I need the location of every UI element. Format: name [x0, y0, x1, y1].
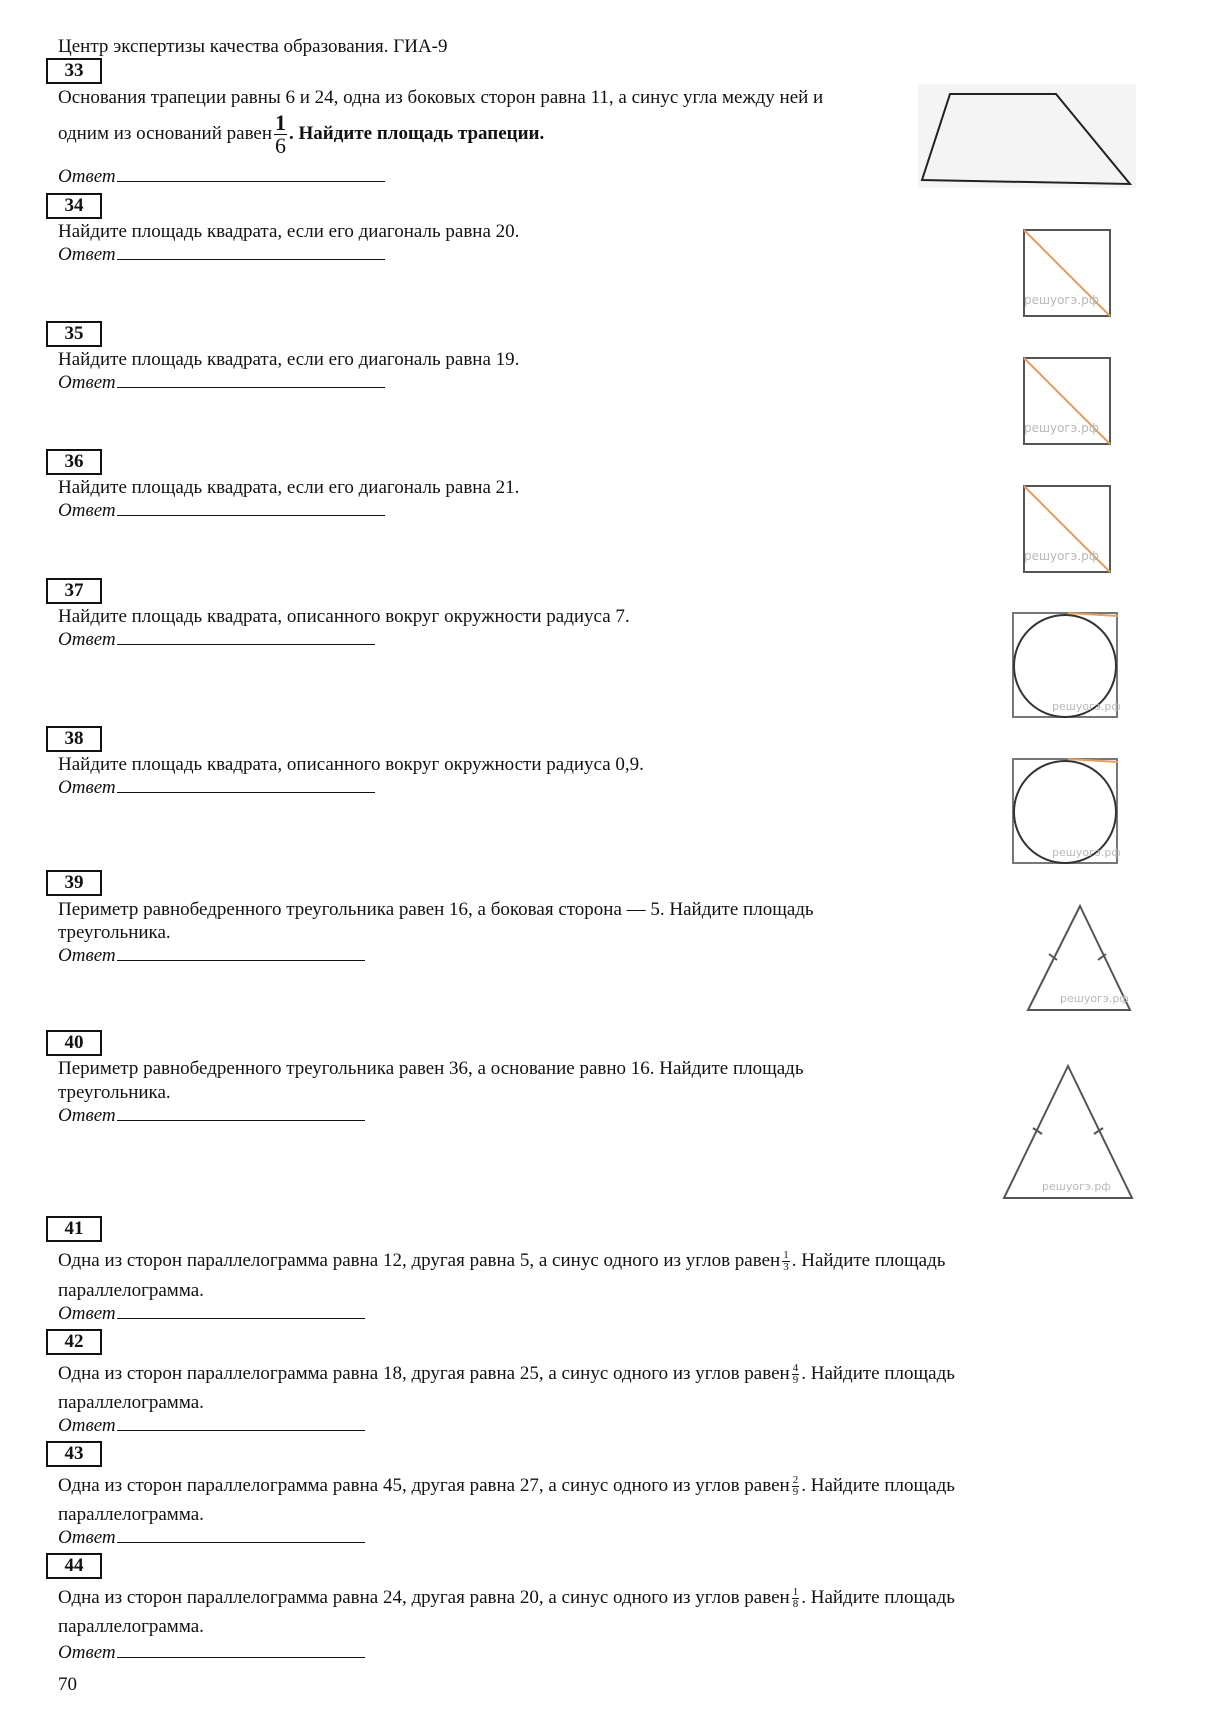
answer-field[interactable]: Ответ — [58, 1642, 365, 1666]
problem-number: 36 — [46, 449, 102, 475]
isosceles-triangle-figure — [1000, 1062, 1136, 1202]
fraction: $\frac{1}{8}$ — [792, 1586, 799, 1611]
problem-text: Одна из сторон параллелограмма равна 12, другая равна 5, а синус одного из углов равен $\frac{1}{3}$ . Найдите площадь — [58, 1249, 946, 1274]
circle-in-square-figure — [1010, 756, 1122, 868]
problem-text: Найдите площадь квадрата, описанного вокруг окружности радиуса 7. — [58, 606, 630, 627]
answer-field[interactable]: Ответ — [58, 372, 385, 396]
answer-field[interactable]: Ответ — [58, 166, 385, 190]
problem-text: треугольника. — [58, 922, 171, 943]
problem-number: 43 — [46, 1441, 102, 1467]
problem-text: Одна из сторон параллелограмма равна 45, другая равна 27, а синус одного из углов равен $\frac{2}{9}$ . Найдите площадь — [58, 1474, 955, 1499]
answer-field[interactable]: Ответ — [58, 777, 375, 801]
problem-text: параллелограмма. — [58, 1616, 204, 1637]
problem-text: Периметр равнобедренного треугольника равен 16, а боковая сторона — 5. Найдите площадь — [58, 899, 814, 920]
watermark: решуогэ.рф — [1024, 421, 1100, 435]
square-diagonal-figure — [1020, 354, 1116, 448]
square-diagonal-figure — [1020, 226, 1116, 320]
watermark: решуогэ.рф — [1060, 992, 1129, 1005]
problem-text: треугольника. — [58, 1082, 171, 1103]
fraction: $\frac{2}{9}$ — [792, 1474, 799, 1499]
problem-number: 41 — [46, 1216, 102, 1242]
fraction: $\frac{1}{3}$ — [783, 1249, 789, 1274]
answer-field[interactable]: Ответ — [58, 1105, 365, 1129]
problem-text: параллелограмма. — [58, 1504, 204, 1525]
problem-text: Найдите площадь квадрата, описанного вокруг окружности радиуса 0,9. — [58, 754, 644, 775]
problem-number: 40 — [46, 1030, 102, 1056]
problem-number: 37 — [46, 578, 102, 604]
watermark: решуогэ.рф — [1052, 846, 1121, 859]
problem-number: 44 — [46, 1553, 102, 1579]
fraction: $\frac{4}{9}$ — [792, 1362, 799, 1387]
problem-text: одним из оснований равен $\frac{1}{6}$ . Найдите площадь трапеции. — [58, 110, 545, 158]
problem-number: 33 — [46, 58, 102, 84]
answer-field[interactable]: Ответ — [58, 1303, 365, 1327]
problem-number: 39 — [46, 870, 102, 896]
problem-number: 42 — [46, 1329, 102, 1355]
page-number: 70 — [58, 1674, 77, 1695]
circle-in-square-figure — [1010, 610, 1122, 722]
trapezoid-figure — [918, 84, 1136, 188]
problem-text: Периметр равнобедренного треугольника равен 36, а основание равно 16. Найдите площадь — [58, 1058, 804, 1079]
problem-text: Найдите площадь квадрата, если его диагональ равна 21. — [58, 477, 520, 498]
problem-text: Одна из сторон параллелограмма равна 18, другая равна 25, а синус одного из углов равен $\frac{4}{9}$ . Найдите площадь — [58, 1362, 955, 1387]
answer-field[interactable]: Ответ — [58, 244, 385, 268]
isosceles-triangle-figure — [1024, 902, 1136, 1014]
problem-text: Найдите площадь квадрата, если его диагональ равна 19. — [58, 349, 520, 370]
answer-field[interactable]: Ответ — [58, 1415, 365, 1439]
problem-number: 35 — [46, 321, 102, 347]
problem-text: параллелограмма. — [58, 1280, 204, 1301]
answer-field[interactable]: Ответ — [58, 945, 365, 969]
watermark: решуогэ.рф — [1052, 700, 1121, 713]
problem-number: 38 — [46, 726, 102, 752]
problem-text: Основания трапеции равны 6 и 24, одна из боковых сторон равна 11, а синус угла между ней и — [58, 87, 824, 108]
problem-text: Найдите площадь квадрата, если его диагональ равна 20. — [58, 221, 520, 242]
problem-number: 34 — [46, 193, 102, 219]
square-diagonal-figure — [1020, 482, 1116, 576]
problem-text: параллелограмма. — [58, 1392, 204, 1413]
page-header: Центр экспертизы качества образования. ГИА-9 — [58, 36, 448, 57]
answer-field[interactable]: Ответ — [58, 500, 385, 524]
fraction: $\frac{1}{6}$ — [275, 110, 287, 158]
answer-field[interactable]: Ответ — [58, 1527, 365, 1551]
watermark: решуогэ.рф — [1042, 1180, 1111, 1193]
answer-field[interactable]: Ответ — [58, 629, 375, 653]
watermark: решуогэ.рф — [1024, 549, 1100, 563]
watermark: решуогэ.рф — [1024, 293, 1100, 307]
problem-text: Одна из сторон параллелограмма равна 24, другая равна 20, а синус одного из углов равен $\frac{1}{8}$ . Найдите площадь — [58, 1586, 955, 1611]
